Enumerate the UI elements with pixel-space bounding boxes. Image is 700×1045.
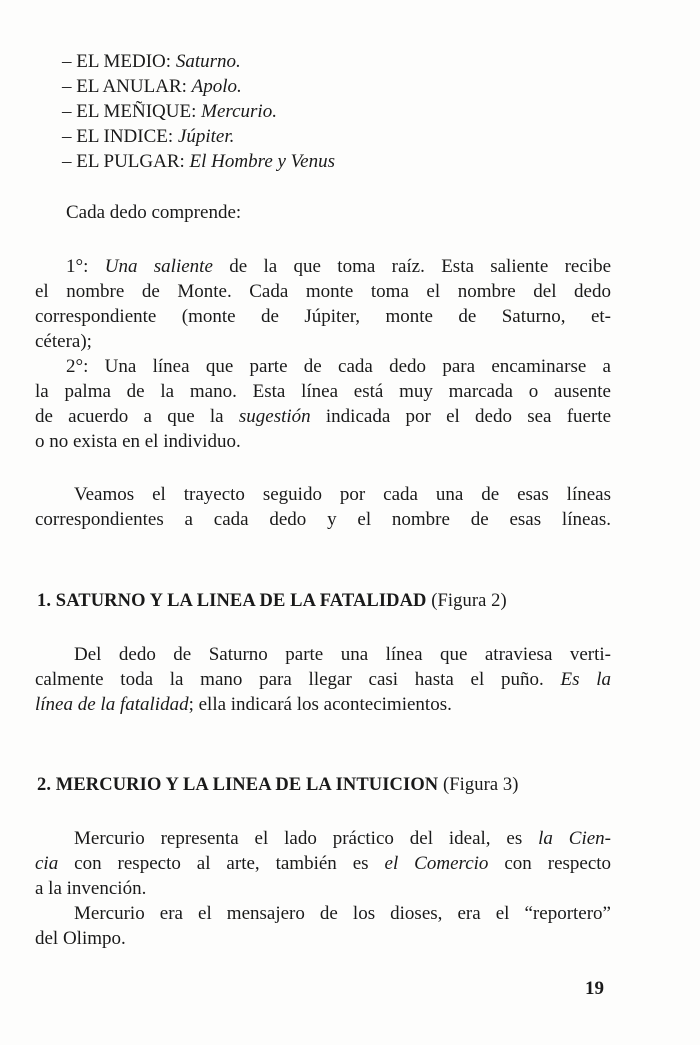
section1-line: calmente toda la mano para llegar casi hasta el puño. Es la (35, 669, 611, 690)
item1-line: correspondiente (monte de Júpiter, monte de Saturno, et- (35, 306, 611, 327)
finger-list-item: – EL INDICE: Júpiter. (62, 126, 235, 147)
section2-line: Mercurio era el mensajero de los dioses, era el “reportero” (74, 903, 611, 924)
section-heading: 2. MERCURIO Y LA LINEA DE LA INTUICION (Figura 3) (37, 775, 519, 795)
item2-line: o no exista en el individuo. (35, 431, 241, 452)
item2-line: de acuerdo a que la sugestión indicada por el dedo sea fuerte (35, 406, 612, 427)
section1-line: Del dedo de Saturno parte una línea que atraviesa verti- (74, 644, 611, 665)
intro-text: Cada dedo comprende: (66, 202, 242, 223)
section2-line: a la invención. (35, 878, 147, 899)
finger-list-item: – EL MEÑIQUE: Mercurio. (62, 101, 277, 122)
section1-line: línea de la fatalidad; ella indicará los acontecimientos. (35, 694, 452, 715)
item1-line: el nombre de Monte. Cada monte toma el nombre del dedo (35, 281, 611, 302)
finger-list-item: – EL ANULAR: Apolo. (62, 76, 242, 97)
veamos-line: correspondientes a cada dedo y el nombre de esas líneas. (35, 509, 611, 530)
section2-line: cia con respecto al arte, también es el Comercio con respecto (35, 853, 612, 874)
section2-line: Mercurio representa el lado práctico del ideal, es la Cien- (74, 828, 612, 849)
item1-line: 1°: Una saliente de la que toma raíz. Esta saliente recibe (66, 256, 612, 277)
finger-list-item: – EL MEDIO: Saturno. (62, 51, 241, 72)
finger-list-item: – EL PULGAR: El Hombre y Venus (62, 151, 336, 172)
veamos-line: Veamos el trayecto seguido por cada una de esas líneas (74, 484, 611, 505)
section2-line: del Olimpo. (35, 928, 126, 949)
item1-line: cétera); (35, 331, 92, 352)
page-number: 19 (585, 978, 604, 999)
section-heading: 1. SATURNO Y LA LINEA DE LA FATALIDAD (Figura 2) (37, 591, 507, 611)
item2-line: la palma de la mano. Esta línea está muy marcada o ausente (35, 381, 611, 402)
item2-line: 2°: Una línea que parte de cada dedo para encaminarse a (66, 356, 611, 377)
